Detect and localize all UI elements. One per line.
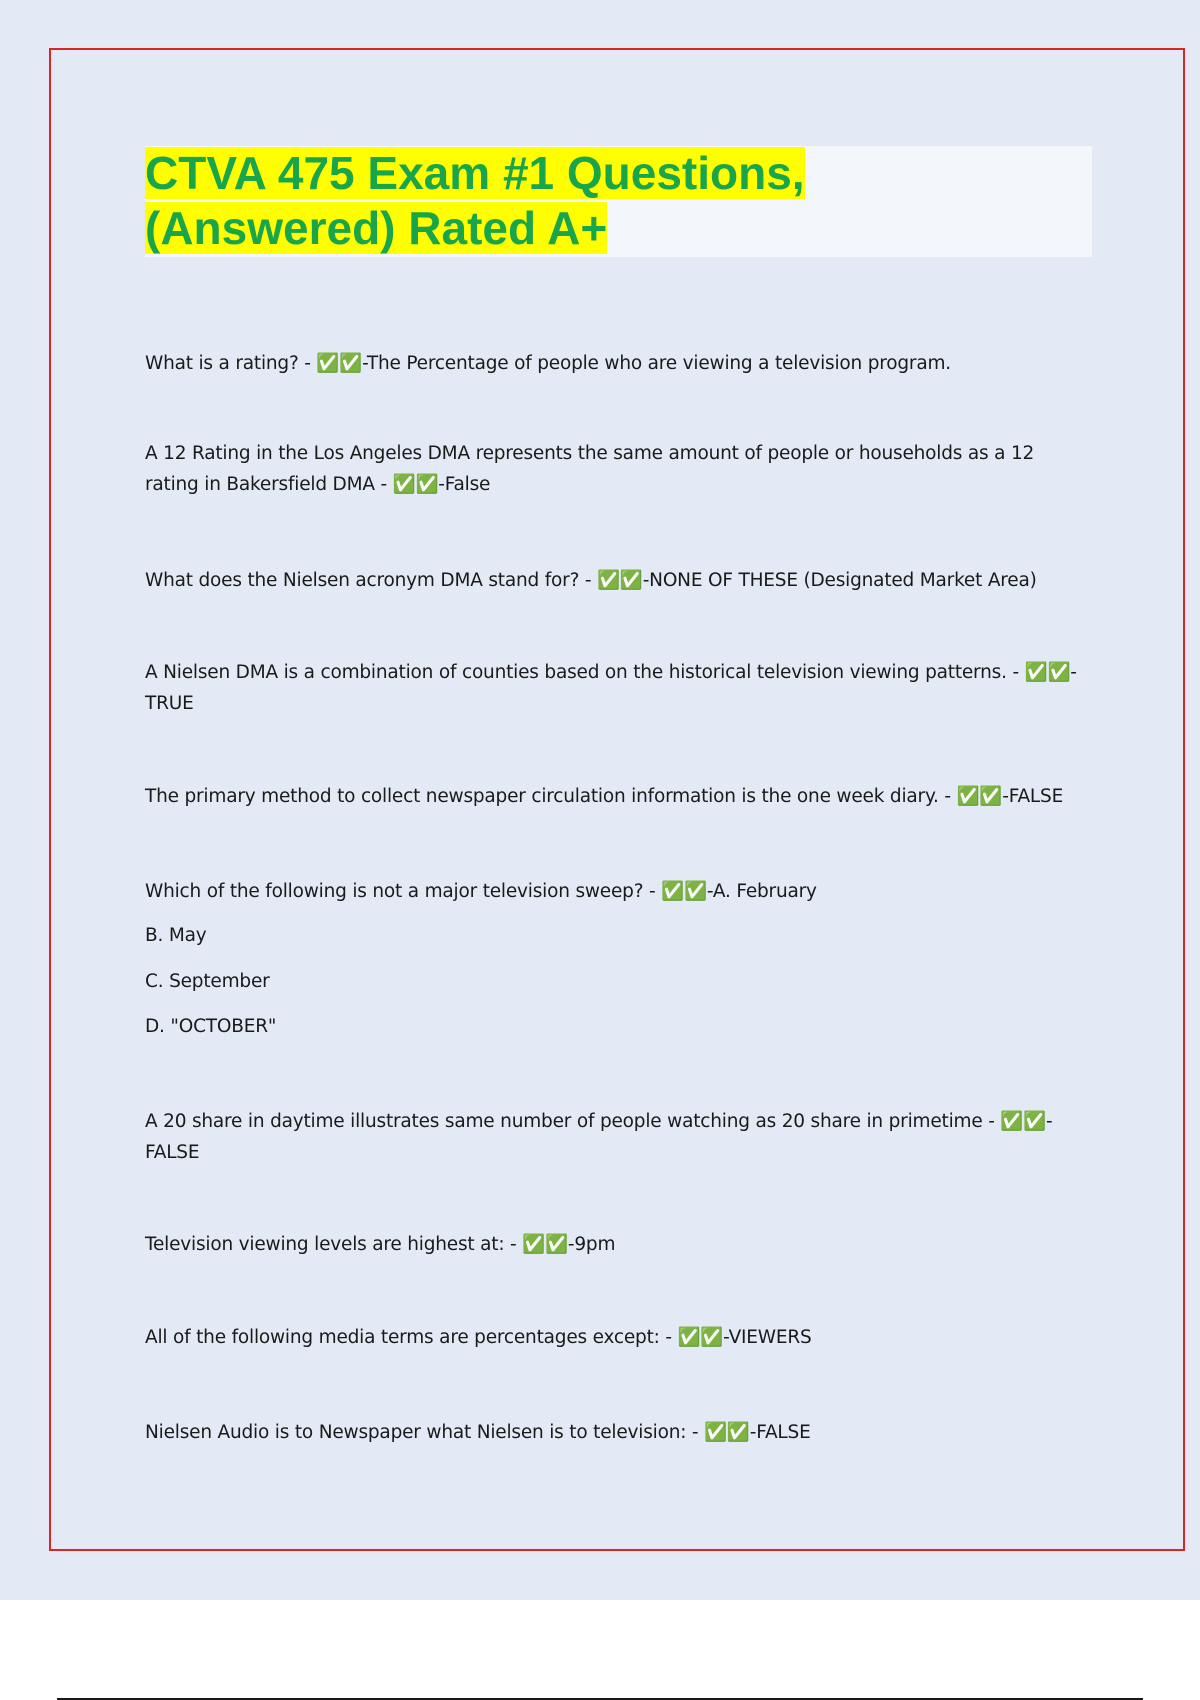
document-title [145, 146, 1045, 256]
qa-item-8: Television viewing levels are highest at: - ✅✅-9pm [145, 1234, 616, 1255]
qa-item-5: The primary method to collect newspaper circulation information is the one week diary. - ✅✅-FALSE [145, 786, 1064, 807]
qa-item-2: A 12 Rating in the Los Angeles DMA represents the same amount of people or households as a 12 rating in Bakersfield DMA - ✅✅-False [145, 443, 1035, 495]
document-title-line-2: (Answered) Rated A+ [145, 202, 608, 254]
qa-item-1: What is a rating? - ✅✅-The Percentage of people who are viewing a television program. [145, 353, 951, 374]
qa-item-6-option-d: D. "OCTOBER" [145, 1016, 277, 1037]
qa-item-6: Which of the following is not a major television sweep? - ✅✅-A. February [145, 881, 817, 902]
qa-item-6-option-b: B. May [145, 925, 207, 946]
qa-item-3: What does the Nielsen acronym DMA stand for? - ✅✅-NONE OF THESE (Designated Market Area) [145, 570, 1037, 591]
qa-item-9: All of the following media terms are percentages except: - ✅✅-VIEWERS [145, 1327, 812, 1348]
qa-item-6-option-c: C. September [145, 971, 270, 992]
qa-item-7: A 20 share in daytime illustrates same number of people watching as 20 share in primetime - ✅✅-FALSE [145, 1111, 1053, 1163]
qa-item-10: Nielsen Audio is to Newspaper what Nielsen is to television: - ✅✅-FALSE [145, 1422, 811, 1443]
document-title-line-1: CTVA 475 Exam #1 Questions, [145, 147, 805, 199]
qa-item-4: A Nielsen DMA is a combination of counties based on the historical television viewing patterns. - ✅✅-TRUE [145, 662, 1077, 714]
